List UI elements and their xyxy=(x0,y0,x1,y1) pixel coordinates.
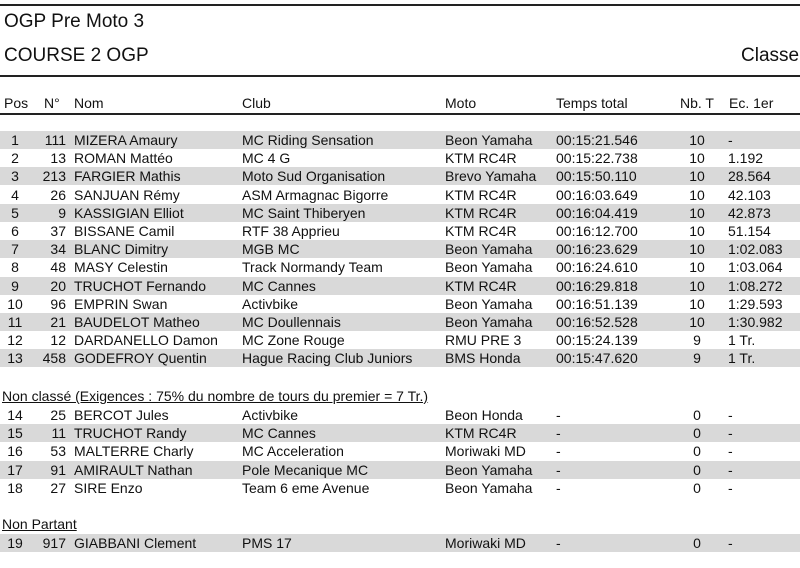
cell-pos: 2 xyxy=(11,150,19,167)
cell-moto: Beon Yamaha xyxy=(445,241,533,258)
result-row xyxy=(0,204,800,222)
cell-laps: 0 xyxy=(693,535,701,551)
cell-pos: 1 xyxy=(11,132,19,148)
race-subtitle: COURSE 2 OGP xyxy=(4,45,149,66)
result-row xyxy=(0,149,800,167)
cell-moto: KTM RC4R xyxy=(445,425,517,442)
cell-gap: - xyxy=(728,461,733,478)
cell-nom: AMIRAULT Nathan xyxy=(74,461,193,478)
cell-num: 21 xyxy=(50,314,66,330)
cell-pos: 14 xyxy=(7,407,23,423)
result-row xyxy=(0,349,800,367)
cell-laps: 10 xyxy=(689,223,705,239)
cell-time: 00:16:51.139 xyxy=(556,295,638,312)
result-row xyxy=(0,534,800,552)
cell-moto: Brevo Yamaha xyxy=(445,168,537,185)
cell-gap: - xyxy=(728,443,733,460)
cell-gap: - xyxy=(728,425,733,442)
cell-moto: Beon Yamaha xyxy=(445,295,533,312)
cell-pos: 15 xyxy=(7,425,23,442)
cell-club: Track Normandy Team xyxy=(242,259,383,276)
cell-moto: KTM RC4R xyxy=(445,223,517,239)
cell-pos: 10 xyxy=(7,295,23,312)
cell-num: 213 xyxy=(42,168,66,185)
cell-gap: 1:02.083 xyxy=(728,241,783,258)
cell-nom: FARGIER Mathis xyxy=(74,168,181,185)
cell-club: MC Riding Sensation xyxy=(242,132,374,148)
cell-time: 00:16:12.700 xyxy=(556,223,638,239)
col-header-laps: Nb. T xyxy=(680,95,714,111)
cell-gap: 1 Tr. xyxy=(728,350,756,367)
cell-nom: DARDANELLO Damon xyxy=(74,332,218,349)
cell-num: 20 xyxy=(50,277,66,294)
cell-nom: ROMAN Mattéo xyxy=(74,150,173,167)
result-row xyxy=(0,167,800,185)
cell-time: 00:15:47.620 xyxy=(556,350,638,367)
col-header-num: N° xyxy=(44,95,60,111)
cell-time: - xyxy=(556,535,561,551)
cell-club: MC Zone Rouge xyxy=(242,332,345,349)
cell-club: MC Cannes xyxy=(242,277,316,294)
cell-club: RTF 38 Apprieu xyxy=(242,223,340,239)
cell-nom: BISSANE Camil xyxy=(74,223,175,239)
result-row xyxy=(0,186,800,204)
cell-nom: BAUDELOT Matheo xyxy=(74,314,200,330)
cell-club: MC Doullennais xyxy=(242,314,341,330)
cell-moto: RMU PRE 3 xyxy=(445,332,522,349)
cell-moto: Beon Yamaha xyxy=(445,259,533,276)
col-header-club: Club xyxy=(242,95,271,111)
col-header-pos: Pos xyxy=(4,95,29,111)
top-rule xyxy=(0,4,800,6)
cell-gap: 1:03.064 xyxy=(728,259,783,276)
cell-num: 9 xyxy=(58,204,66,221)
cell-club: Activbike xyxy=(242,407,299,423)
cell-laps: 10 xyxy=(689,168,705,185)
cell-club: PMS 17 xyxy=(242,535,292,551)
non-classe-heading: Non classé (Exigences : 75% du nombre de tours du premier = 7 Tr.) xyxy=(2,388,429,404)
cell-moto: Beon Yamaha xyxy=(445,461,533,478)
cell-club: Moto Sud Organisation xyxy=(242,168,386,185)
result-row xyxy=(0,313,800,331)
cell-laps: 9 xyxy=(693,350,701,367)
cell-nom: BERCOT Jules xyxy=(74,407,169,423)
cell-pos: 12 xyxy=(7,332,23,349)
cell-nom: MIZERA Amaury xyxy=(74,132,178,148)
result-row xyxy=(0,295,800,313)
cell-nom: GIABBANI Clement xyxy=(74,535,197,551)
cell-gap: 1 Tr. xyxy=(728,332,756,349)
cell-time: 00:15:24.139 xyxy=(556,332,638,349)
cell-num: 111 xyxy=(44,132,66,148)
non-partant-heading: Non Partant xyxy=(2,516,77,532)
cell-pos: 11 xyxy=(7,314,23,330)
cell-num: 26 xyxy=(50,186,66,203)
cell-time: - xyxy=(556,461,561,478)
cell-gap: 42.873 xyxy=(728,204,771,221)
cell-club: Team 6 eme Avenue xyxy=(242,479,370,496)
cell-moto: Beon Yamaha xyxy=(445,479,533,496)
cell-laps: 10 xyxy=(689,241,705,258)
cell-time: - xyxy=(556,407,561,423)
column-header-rule xyxy=(0,113,800,115)
cell-num: 12 xyxy=(50,332,66,349)
cell-club: MC 4 G xyxy=(242,150,291,167)
cell-laps: 10 xyxy=(689,314,705,330)
cell-laps: 10 xyxy=(689,295,705,312)
result-row xyxy=(0,331,800,349)
cell-gap: 28.564 xyxy=(728,168,771,185)
col-header-nom: Nom xyxy=(74,95,104,111)
cell-nom: SANJUAN Rémy xyxy=(74,186,180,203)
cell-laps: 10 xyxy=(689,204,705,221)
cell-pos: 7 xyxy=(11,241,19,258)
cell-gap: 1:30.982 xyxy=(728,314,783,330)
cell-gap: 1:08.272 xyxy=(728,277,783,294)
result-row xyxy=(0,258,800,276)
cell-time: - xyxy=(556,443,561,460)
cell-num: 34 xyxy=(50,241,66,258)
cell-time: 00:16:23.629 xyxy=(556,241,638,258)
cell-nom: GODEFROY Quentin xyxy=(74,350,207,367)
cell-num: 13 xyxy=(50,150,66,167)
col-header-gap: Ec. 1er xyxy=(729,95,774,111)
cell-num: 25 xyxy=(50,407,66,423)
cell-moto: Beon Honda xyxy=(445,407,523,423)
cell-nom: BLANC Dimitry xyxy=(74,241,169,258)
cell-moto: Beon Yamaha xyxy=(445,132,533,148)
col-header-time: Temps total xyxy=(556,95,628,111)
cell-pos: 17 xyxy=(7,461,23,478)
page-title: OGP Pre Moto 3 xyxy=(4,11,145,32)
cell-nom: TRUCHOT Randy xyxy=(74,425,187,442)
cell-club: ASM Armagnac Bigorre xyxy=(242,186,389,203)
cell-laps: 0 xyxy=(693,479,701,496)
cell-num: 11 xyxy=(51,425,66,442)
cell-time: 00:15:50.110 xyxy=(556,168,637,185)
cell-pos: 16 xyxy=(7,443,23,460)
cell-time: 00:15:21.546 xyxy=(556,132,638,148)
cell-nom: MALTERRE Charly xyxy=(74,443,194,460)
col-header-moto: Moto xyxy=(445,95,477,111)
result-row xyxy=(0,442,800,460)
cell-moto: KTM RC4R xyxy=(445,186,517,203)
cell-laps: 10 xyxy=(689,132,705,148)
cell-pos: 3 xyxy=(11,168,19,185)
cell-nom: EMPRIN Swan xyxy=(74,295,168,312)
header-rule xyxy=(0,75,800,77)
cell-gap: 1.192 xyxy=(728,150,764,167)
cell-pos: 6 xyxy=(11,223,19,239)
cell-club: Pole Mecanique MC xyxy=(242,461,369,478)
cell-time: 00:16:03.649 xyxy=(556,186,638,203)
result-row xyxy=(0,131,800,149)
cell-time: - xyxy=(556,479,561,496)
cell-pos: 13 xyxy=(7,350,23,367)
cell-nom: KASSIGIAN Elliot xyxy=(74,204,184,221)
cell-gap: - xyxy=(728,535,733,551)
cell-club: MGB MC xyxy=(242,241,300,258)
cell-laps: 0 xyxy=(693,425,701,442)
cell-laps: 10 xyxy=(689,277,705,294)
result-row xyxy=(0,240,800,258)
cell-gap: 1:29.593 xyxy=(728,295,783,312)
classement-label: Classe xyxy=(741,45,800,66)
cell-laps: 0 xyxy=(693,407,701,423)
cell-num: 27 xyxy=(50,479,66,496)
cell-nom: TRUCHOT Fernando xyxy=(74,277,207,294)
cell-time: 00:16:04.419 xyxy=(556,204,638,221)
cell-moto: KTM RC4R xyxy=(445,150,517,167)
cell-num: 458 xyxy=(42,350,66,367)
cell-club: MC Acceleration xyxy=(242,443,344,460)
cell-laps: 10 xyxy=(689,259,705,276)
cell-pos: 9 xyxy=(11,277,19,294)
cell-club: MC Cannes xyxy=(242,425,316,442)
cell-pos: 5 xyxy=(11,204,19,221)
cell-time: 00:16:29.818 xyxy=(556,277,638,294)
cell-gap: 42.103 xyxy=(728,186,771,203)
cell-num: 48 xyxy=(50,259,66,276)
cell-laps: 9 xyxy=(693,332,701,349)
cell-club: Hague Racing Club Juniors xyxy=(242,350,413,367)
result-row xyxy=(0,406,800,424)
cell-club: MC Saint Thiberyen xyxy=(242,204,366,221)
cell-club: Activbike xyxy=(242,295,299,312)
result-row xyxy=(0,424,800,442)
cell-moto: KTM RC4R xyxy=(445,277,517,294)
result-row xyxy=(0,479,800,497)
cell-gap: - xyxy=(728,479,733,496)
cell-nom: MASY Celestin xyxy=(74,259,168,276)
cell-time: 00:16:24.610 xyxy=(556,259,638,276)
cell-pos: 19 xyxy=(7,535,23,551)
cell-laps: 0 xyxy=(693,461,701,478)
cell-laps: 10 xyxy=(689,150,705,167)
cell-time: - xyxy=(556,425,561,442)
cell-moto: Beon Yamaha xyxy=(445,314,533,330)
cell-laps: 10 xyxy=(689,186,705,203)
cell-gap: - xyxy=(728,132,733,148)
cell-moto: BMS Honda xyxy=(445,350,521,367)
cell-laps: 0 xyxy=(693,443,701,460)
cell-num: 917 xyxy=(42,535,66,551)
result-row xyxy=(0,222,800,240)
cell-num: 91 xyxy=(50,461,66,478)
cell-num: 96 xyxy=(50,295,66,312)
cell-num: 37 xyxy=(50,223,66,239)
cell-nom: SIRE Enzo xyxy=(74,479,143,496)
cell-pos: 18 xyxy=(7,479,23,496)
cell-moto: Moriwaki MD xyxy=(445,443,526,460)
cell-time: 00:16:52.528 xyxy=(556,314,638,330)
cell-pos: 8 xyxy=(11,259,19,276)
cell-gap: 51.154 xyxy=(728,223,771,239)
cell-num: 53 xyxy=(50,443,66,460)
cell-pos: 4 xyxy=(11,186,19,203)
cell-moto: Moriwaki MD xyxy=(445,535,526,551)
result-row xyxy=(0,277,800,295)
cell-time: 00:15:22.738 xyxy=(556,150,638,167)
cell-moto: KTM RC4R xyxy=(445,204,517,221)
result-row xyxy=(0,461,800,479)
cell-gap: - xyxy=(728,407,733,423)
